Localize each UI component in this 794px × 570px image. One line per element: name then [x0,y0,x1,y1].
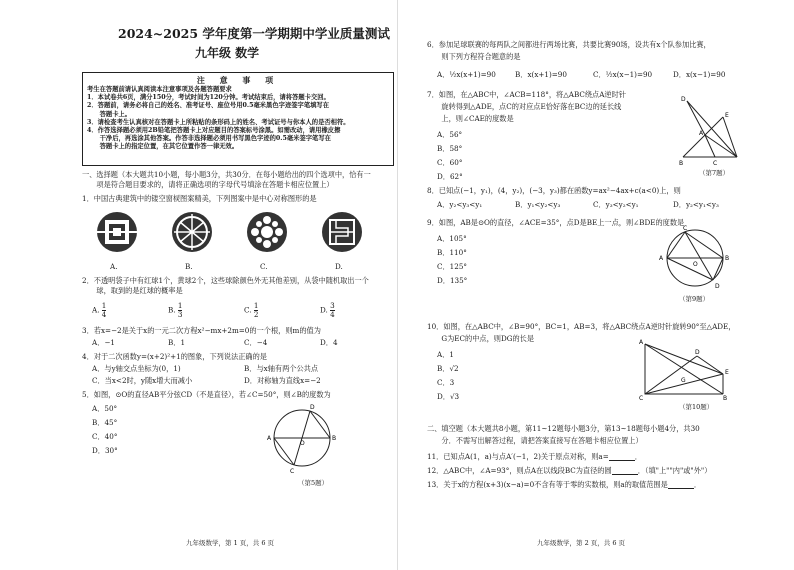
q9-option-d: D．135° [437,276,468,285]
svg-text:D: D [681,96,686,103]
svg-text:E: E [725,369,729,376]
svg-text:A: A [639,339,644,346]
q2-option-a: A. $\frac{1}{4}$ [92,301,107,319]
notice-item: 2．答题前，请务必将自己的姓名、准考证号、座位号用0.5毫米黑色字迹签字笔填写在 [87,102,330,110]
q5-figure-caption: （第5题） [298,479,329,487]
q10-figure [637,338,729,400]
section1-heading-cont: 项是符合题目要求的，请将正确选项的字母代号填涂在答题卡相应位置上） [82,180,334,189]
left-footer: 九年级数学，第 1 页，共 6 页 [186,539,275,547]
svg-text:A: A [659,255,664,262]
q2-stem: 2．不透明袋子中有红球1个，黄球2个，这些球除颜色外无其他差别，从袋中随机取出一个 [82,276,369,285]
notice-heading: 注 意 事 项 [196,75,280,85]
q6-stem: 6．参加足球联赛的每两队之间都进行两场比赛，共要比赛90场，设共有x个队参加比赛， [427,40,711,49]
svg-text:O: O [693,261,698,268]
q4-option-c: C．当x<2时，y随x增大而减小 [92,376,193,385]
svg-text:D: D [310,404,315,411]
q1-stem: 1．中国古典建筑中的镂空窗棂图案精美，下列图案中是中心对称图形的是 [82,194,317,203]
q8-option-c: C．y₃<y₂<y₁ [593,200,639,209]
q4-option-b: B．与x轴有两个公共点 [244,364,319,373]
q5-option-c: C．40° [92,432,118,441]
q10-option-c: C．3 [437,378,455,387]
pattern-a-icon [97,212,137,252]
q4-stem: 4．对于二次函数y=(x+2)²+1的图象，下列说法正确的是 [82,352,267,361]
q3-stem: 3．若x=−2是关于x的一元二次方程x²−mx+2m=0的一个根，则m的值为 [82,326,321,335]
svg-text:E: E [725,112,729,119]
q9-stem: 9．如图，AB是⊙O的直径，∠ACE=35°，点D是BE上一点，则∠BDE的度数是 [427,218,685,227]
exam-title: 2024~2025 学年度第一学期期中学业质量测试 [118,26,390,41]
q9-figure-caption: （第9题） [679,295,710,303]
q6-option-a: A．½x(x+1)=90 [437,70,496,79]
q7-stem-cont2: 上，则∠CAE的度数是 [427,114,514,123]
exam-subtitle: 九年级 数学 [195,46,260,60]
q8-option-a: A．y₂<y₃<y₁ [437,200,483,209]
svg-text:O: O [300,440,305,447]
q1-label-b: B. [185,262,193,271]
svg-text:C: C [713,160,718,167]
q5-stem: 5．如图，⊙O的直径AB平分弦CD（不是直径），若∠C=50°，则∠B的度数为 [82,390,331,399]
svg-text:D: D [695,349,700,356]
q9-option-c: C．125° [437,262,467,271]
q7-figure-caption: （第7题） [699,169,730,177]
notice-item: 1．本试卷共6页，满分150分，考试时间为120分钟。考试结束后，请将答题卡交回。 [87,94,330,102]
q7-option-d: D．62° [437,172,463,181]
q6-option-b: B．x(x+1)=90 [515,70,567,79]
q5-figure [262,400,342,480]
q10-option-b: B．√2 [437,364,459,373]
svg-text:C: C [639,395,644,400]
q1-label-a: A. [110,262,118,271]
svg-text:D: D [715,283,720,290]
q6-option-c: C．½x(x−1)=90 [593,70,653,79]
q12-stem: 12．△ABC中，∠A=93°，则点A在以线段BC为直径的圆 ．（填"上""内"或"外"） [427,466,712,475]
q6-option-d: D．x(x−1)=90 [673,70,726,79]
q2-option-c: C. $\frac{1}{2}$ [244,301,259,319]
notice-intro: 考生在答题前请认真阅读本注意事项及各题答题要求 [87,86,232,93]
svg-text:B: B [679,160,684,167]
q1-patterns [92,208,392,258]
svg-text:B: B [725,255,730,262]
pattern-b-icon [172,212,212,252]
q7-option-a: A．56° [437,130,463,139]
notice-box [82,72,394,166]
svg-text:C: C [290,468,295,475]
q7-option-b: B．58° [437,144,463,153]
notice-item: 答题卡上。 [87,110,132,118]
section2-heading-cont: 分．不需写出解答过程，请把答案直接写在答题卡相应位置上） [427,436,643,445]
svg-text:B: B [332,435,337,442]
svg-text:C: C [683,225,688,232]
answer-blank [668,481,694,489]
q3-option-a: A．−1 [92,338,115,347]
q6-stem-cont: 则下列方程符合题意的是 [427,52,521,61]
svg-text:B: B [723,395,728,400]
q10-figure-caption: （第10题） [679,403,714,411]
q2-option-d: D. $\frac{3}{4}$ [320,301,335,319]
notice-item: 4．作答选择题必须用2B铅笔把答题卡上对应题目的答案标号涂黑。如需改动，请用橡皮擦 [87,127,341,135]
q13-stem: 13．关于x的方程(x+3)(x−a)=0不含有等于零的实数根，则a的取值范围是 ． [427,480,702,489]
svg-text:A: A [699,130,704,137]
right-page [397,0,794,570]
notice-item: 3．请检查考生认真核对在答题卡上所粘贴的条形码上的姓名、考试证号与你本人的是否相符。 [87,118,350,126]
right-footer: 九年级数学，第 2 页，共 6 页 [537,539,626,547]
q7-figure [675,95,745,170]
q9-option-b: B．110° [437,248,467,257]
q8-option-d: D．y₂<y₁<y₃ [673,200,719,209]
q4-option-a: A．与y轴交点坐标为(0，1) [92,364,181,373]
svg-text:G: G [681,377,686,384]
pattern-d-icon [322,212,362,252]
q1-label-c: C. [260,262,268,271]
q10-stem-cont: G为EC的中点，则DG的长是 [427,334,535,343]
q7-stem: 7．如图，在△ABC中，∠ACB=118°，将△ABC绕点A逆时针 [427,90,626,99]
q3-option-b: B．1 [168,338,186,347]
q8-option-b: B．y₁<y₂<y₃ [515,200,561,209]
q5-option-d: D．30° [92,446,118,455]
q10-option-a: A．1 [437,350,454,359]
q3-option-c: C．−4 [244,338,268,347]
section1-heading: 一、选择题（本大题共10小题，每小题3分，共30分．在每小题给出的四个选项中，恰有一 [82,170,371,179]
section2-heading: 二、填空题（本大题共8小题，第11~12题每小题3分，第13~18题每小题4分，共30 [427,424,700,433]
q1-label-d: D. [335,262,343,271]
q2-stem-cont: 球，取到的是红球的概率是 [82,286,183,295]
q3-option-d: D．4 [320,338,338,347]
q11-stem: 11．已知点A(1，a)与点A′(−1，2)关于原点对称，则a= ． [427,452,642,461]
svg-text:A: A [267,435,272,442]
q2-option-b: B. $\frac{1}{3}$ [168,301,183,319]
q7-option-c: C．60° [437,158,463,167]
q8-stem: 8．已知点(−1，y₁)，(4，y₂)，(−3，y₃)都在函数y=ax²−4ax+c(a<0)上，则 [427,186,681,195]
pattern-c-icon [247,212,287,252]
answer-blank [609,453,635,461]
notice-item: 干净后，再选涂其他答案。作答非选择题必须用书写黑色字迹的0.5毫米签字笔写在 [87,135,331,143]
q10-option-d: D．√3 [437,392,460,401]
q10-stem: 10．如图，在△ABC中，∠B=90°，BC=1，AB=3，将△ABC绕点A逆时针旋转90°至△ADE， [427,322,736,331]
q9-figure [655,222,735,294]
answer-blank [612,467,638,475]
notice-item: 答题卡上的指定位置，在其它位置作答一律无效。 [87,143,239,151]
q5-option-a: A．50° [92,404,118,413]
q7-stem-cont: 旋转得到△ADE，点C的对应点E恰好落在BC边的延长线 [427,102,622,111]
q5-option-b: B．45° [92,418,118,427]
q9-option-a: A．105° [437,234,467,243]
q4-option-d: D．对称轴为直线x=−2 [244,376,321,385]
